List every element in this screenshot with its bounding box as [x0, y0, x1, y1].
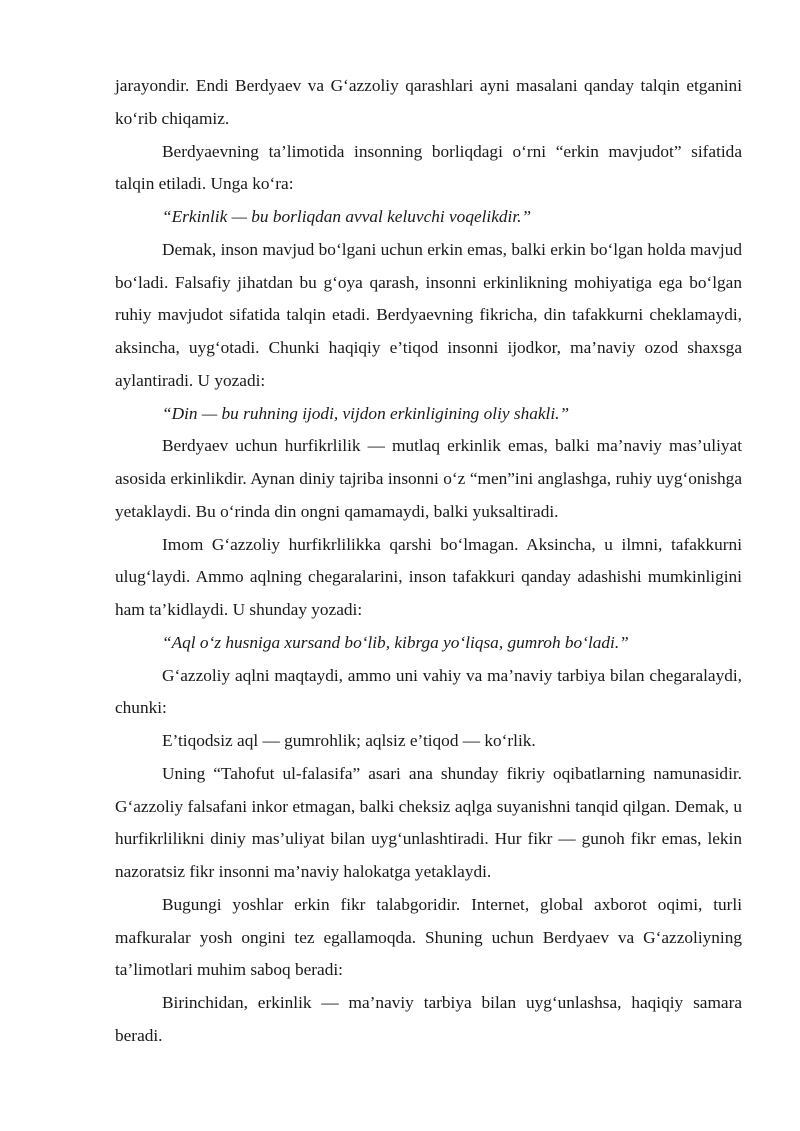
paragraph-first-point: Birinchidan, erkinlik — ma’naviy tarbiya bilan uyg‘unlashsa, haqiqiy samara beradi. [115, 993, 742, 1045]
paragraph-faith-reason-maxim: E’tiqodsiz aql — gumrohlik; aqlsiz e’tiqod — ko‘rlik. [162, 731, 536, 750]
paragraph-berdyaev-freethinking: Berdyaev uchun hurfikrlilik — mutlaq erkinlik emas, balki ma’naviy mas’uliyat asosida erkinlikdir. Aynan diniy tajriba insonni o‘z “men”ini anglashga, ruhiy uyg‘onishga yetaklaydi. Bu o‘rinda din ongni qamamaydi, balki yuksaltiradi. [115, 436, 742, 521]
paragraph-youth: Bugungi yoshlar erkin fikr talabgoridir. Internet, global axborot oqimi, turli mafkuralar yosh ongini tez egallamoqda. Shuning uchun Berdyaev va G‘azzoliyning ta’limotlari muhim saboq beradi: [115, 894, 742, 980]
paragraph-ghazali-limits: G‘azzoliy aqlni maqtaydi, ammo uni vahiy va ma’naviy tarbiya bilan chegaralaydi, chunki: [115, 665, 742, 718]
paragraph-berdyaev-freedom: Demak, inson mavjud bo‘lgani uchun erkin emas, balki erkin bo‘lgan holda mavjud bo‘ladi. Falsafiy jihatdan bu g‘oya qarash, insonni erkinlikning mohiyatiga ega bo‘lgan ruhiy mavjudot sifatida talqin etadi. Berdyaevning fikricha, din tafakkurni cheklamaydi, aksincha, uyg‘otadi. Chunki haqiqiy e’tiqod insonni ijodkor, ma’naviy ozod shaxsga aylantiradi. U yozadi: [115, 239, 742, 390]
paragraph-continuation: jarayondir. Endi Berdyaev va G‘azzoliy qarashlari ayni masalani qanday talqin etganini ko‘rib chiqamiz. [115, 76, 742, 128]
paragraph-tahafut: Uning “Tahofut ul-falasifa” asari ana shunday fikriy oqibatlarning namunasidir. G‘azzoliy falsafani inkor etmagan, balki cheksiz aqlga suyanishni tanqid qilgan. Demak, u hurfikrlilikni diniy mas’uliyat bilan uyg‘unlashtiradi. Hur fikr — gunoh fikr emas, lekin nazoratsiz fikr insonni ma’naviy halokatga yetaklaydi. [115, 763, 742, 881]
paragraph-ghazali-intro: Imom G‘azzoliy hurfikrlilikka qarshi bo‘lmagan. Aksincha, u ilmni, tafakkurni ulug‘laydi. Ammo aqlning chegaralarini, inson tafakkuri qanday adashishi mumkinligini ham ta’kidlaydi. U shunday yozadi: [115, 534, 742, 619]
quote-berdyaev-freedom: “Erkinlik — bu borliqdan avval keluvchi voqelikdir.” [162, 207, 532, 226]
quote-ghazali-reason: “Aql o‘z husniga xursand bo‘lib, kibrga yo‘liqsa, gumroh bo‘ladi.” [162, 632, 629, 652]
quote-berdyaev-religion: “Din — bu ruhning ijodi, vijdon erkinligining oliy shakli.” [162, 403, 570, 423]
paragraph-berdyaev-intro: Berdyaevning ta’limotida insonning borliqdagi o‘rni “erkin mavjudot” sifatida talqin etiladi. Unga ko‘ra: [115, 141, 742, 194]
document-page [115, 70, 742, 1053]
